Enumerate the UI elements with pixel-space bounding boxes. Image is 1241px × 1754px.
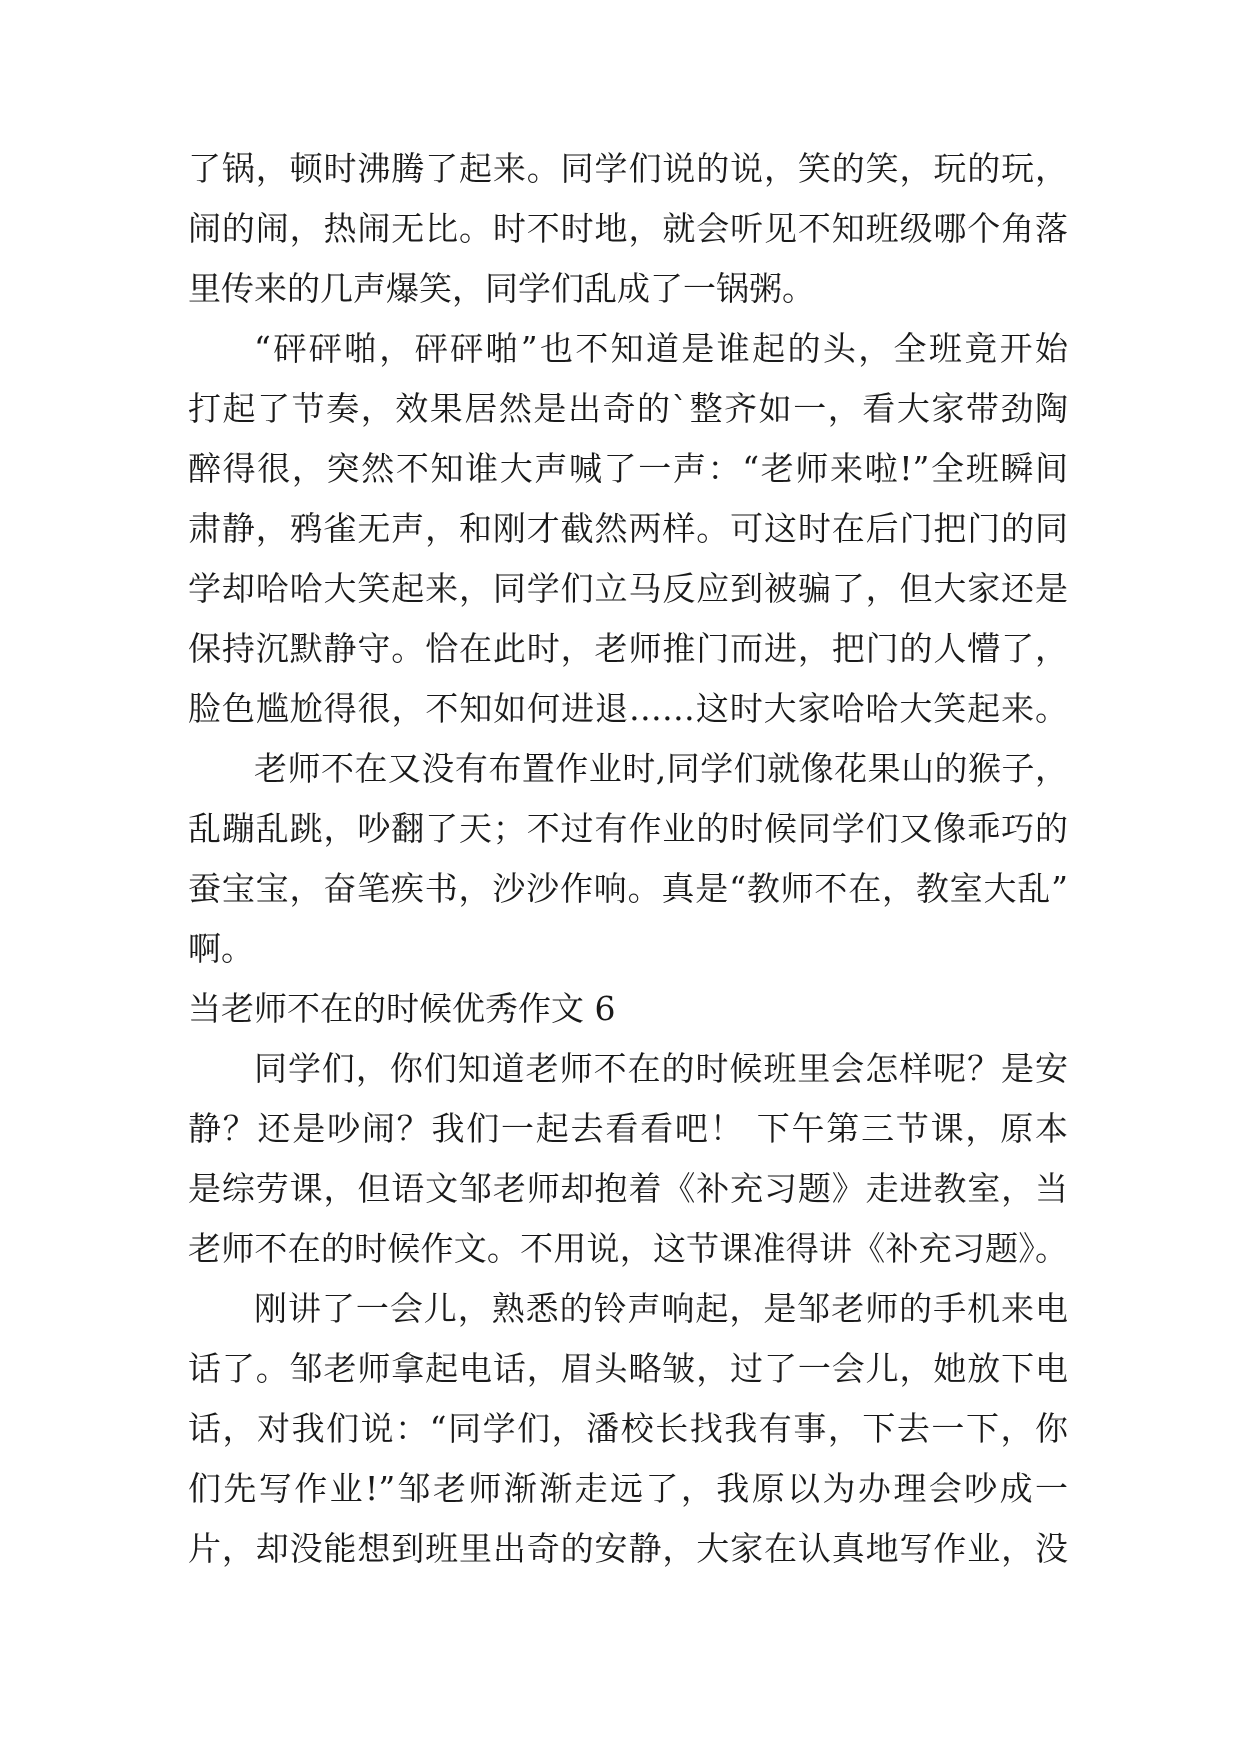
paragraph-line: 片，却没能想到班里出奇的安静，大家在认真地写作业，没 <box>188 1529 1068 1568</box>
paragraph-line: 老师不在的时候作文。不用说，这节课准得讲《补充习题》。 <box>188 1229 1068 1268</box>
paragraph-line: 蚕宝宝，奋笔疾书，沙沙作响。真是“教师不在，教室大乱” <box>188 869 1068 908</box>
paragraph-line: 保持沉默静守。恰在此时，老师推门而进，把门的人懵了， <box>188 629 1068 668</box>
paragraph-line: 脸色尴尬得很，不知如何进退……这时大家哈哈大笑起来。 <box>188 689 1068 728</box>
paragraph-line: 肃静，鸦雀无声，和刚才截然两样。可这时在后门把门的同 <box>188 509 1068 548</box>
paragraph-line: 们先写作业!”邹老师渐渐走远了，我原以为办理会吵成一 <box>188 1469 1068 1508</box>
paragraph-line: 醉得很，突然不知谁大声喊了一声：“老师来啦!”全班瞬间 <box>188 449 1068 488</box>
paragraph-line: 里传来的几声爆笑，同学们乱成了一锅粥。 <box>188 269 815 308</box>
paragraph-line: 打起了节奏，效果居然是出奇的`整齐如一，看大家带劲陶 <box>188 389 1068 428</box>
paragraph-line: 静？还是吵闹？我们一起去看看吧！ 下午第三节课，原本 <box>188 1109 1068 1148</box>
paragraph-line: “砰砰啪，砰砰啪”也不知道是谁起的头，全班竟开始 <box>254 329 1068 368</box>
paragraph-line: 话，对我们说：“同学们，潘校长找我有事，下去一下，你 <box>188 1409 1068 1448</box>
paragraph-line: 是综劳课，但语文邹老师却抱着《补充习题》走进教室，当 <box>188 1169 1068 1208</box>
section-heading: 当老师不在的时候优秀作文 6 <box>188 989 616 1028</box>
paragraph-line: 闹的闹，热闹无比。时不时地，就会听见不知班级哪个角落 <box>188 209 1068 248</box>
paragraph-line: 同学们，你们知道老师不在的时候班里会怎样呢？是安 <box>254 1049 1068 1088</box>
paragraph-line: 话了。邹老师拿起电话，眉头略皱，过了一会儿，她放下电 <box>188 1349 1068 1388</box>
paragraph-line: 刚讲了一会儿，熟悉的铃声响起，是邹老师的手机来电 <box>254 1289 1068 1328</box>
paragraph-line: 老师不在又没有布置作业时,同学们就像花果山的猴子， <box>254 749 1068 788</box>
paragraph-line: 了锅，顿时沸腾了起来。同学们说的说，笑的笑，玩的玩， <box>188 149 1068 188</box>
paragraph-line: 学却哈哈大笑起来，同学们立马反应到被骗了，但大家还是 <box>188 569 1068 608</box>
paragraph-line: 乱蹦乱跳，吵翻了天；不过有作业的时候同学们又像乖巧的 <box>188 809 1068 848</box>
paragraph-line: 啊。 <box>188 929 254 968</box>
